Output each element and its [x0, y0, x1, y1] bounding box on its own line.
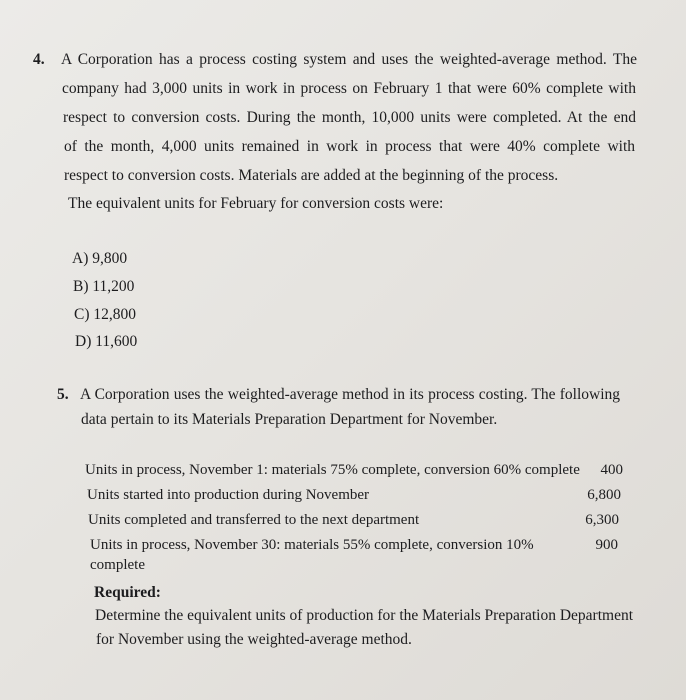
table-row-value: 6,800 [587, 487, 621, 503]
table-row [87, 485, 621, 505]
required-text-line: Determine the equivalent units of production for the Materials Preparation Department [95, 607, 634, 624]
question-number: 4. [33, 51, 45, 68]
answer-option-b: B) 11,200 [73, 278, 135, 295]
table-row-label: Units started into production during November [87, 487, 370, 503]
table-row-label: Units in process, November 30: materials 55% complete, conversion 10% complete [90, 537, 534, 573]
question-text-line: of the month, 4,000 units remained in work in process that were 40% complete with [64, 138, 635, 155]
question-number: 5. [57, 386, 69, 403]
question-text-line: data pertain to its Materials Preparation Department for November. [81, 411, 498, 428]
table-row-label: Units in process, November 1: materials 75% complete, conversion 60% complete [85, 462, 580, 478]
required-text-line: for November using the weighted-average method. [96, 631, 412, 648]
question-text-line: company had 3,000 units in work in process on February 1 that were 60% complete with [62, 80, 636, 97]
table-row [90, 535, 618, 575]
table-row-label: Units completed and transferred to the next department [88, 512, 420, 528]
table-row [85, 460, 623, 480]
required-heading: Required: [94, 584, 161, 601]
question-prompt: The equivalent units for February for conversion costs were: [68, 195, 444, 212]
question-text-line: respect to conversion costs. Materials are added at the beginning of the process. [64, 167, 559, 184]
table-row-value: 6,300 [585, 512, 619, 528]
answer-option-a: A) 9,800 [72, 250, 128, 267]
table-row [88, 510, 619, 530]
question-text-line: A Corporation uses the weighted-average method in its process costing. The following [80, 386, 620, 403]
table-row-value: 400 [600, 462, 623, 478]
answer-option-d: D) 11,600 [75, 333, 138, 350]
question-text-line: A Corporation has a process costing system and uses the weighted-average method. The [61, 51, 637, 68]
question-text-line: respect to conversion costs. During the month, 10,000 units were completed. At the end [63, 109, 636, 126]
answer-option-c: C) 12,800 [74, 306, 136, 323]
table-row-value: 900 [595, 537, 618, 553]
